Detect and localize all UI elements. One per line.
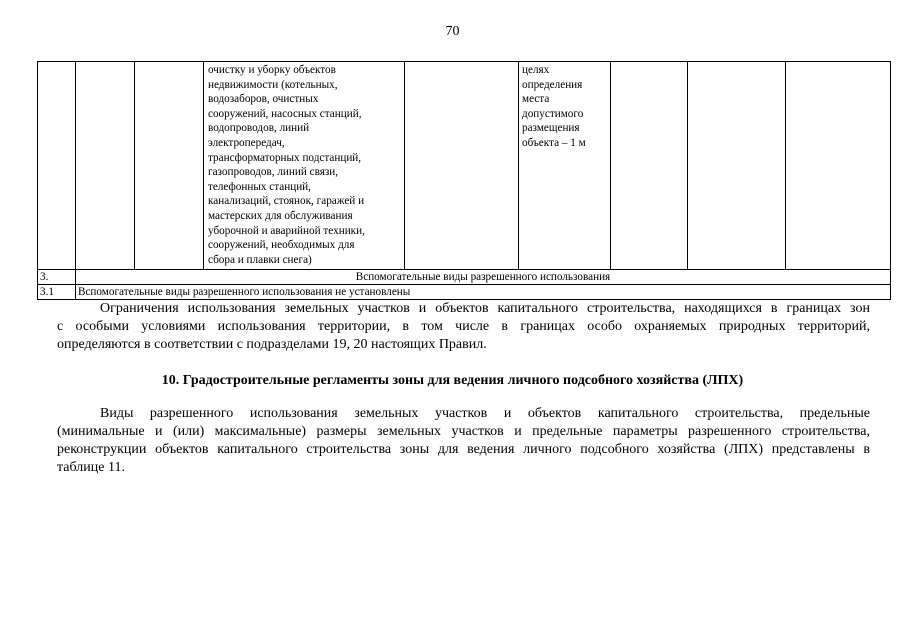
cell-empty <box>611 62 688 270</box>
row-number: 3.1 <box>38 285 76 300</box>
description-line: очистку и уборку объектов <box>208 64 336 76</box>
cell-empty <box>786 62 891 270</box>
param-line: допустимого <box>522 107 584 120</box>
description-line: сооружений, насосных станций, <box>208 107 362 120</box>
section-row-3-1 <box>38 285 891 300</box>
paragraph-line: таблице 11. <box>57 460 125 475</box>
cell-number <box>38 62 76 270</box>
paragraph-line: реконструкции объектов капитального строительства зоны для ведения личного подсобного хозяйства (ЛПХ) представлены в <box>57 442 870 457</box>
section-row-3 <box>38 270 891 285</box>
section-heading: 10. Градостроительные регламенты зоны для ведения личного подсобного хозяйства (ЛПХ) <box>161 373 744 388</box>
param-line: объекта – 1 м <box>522 136 586 149</box>
description-line: газопроводов, линий связи, <box>208 166 339 179</box>
parameter-cell <box>519 62 611 270</box>
paragraph-line: с особыми условиями использования территории, в том числе в границах особо охраняемых природных территорий, <box>57 319 870 334</box>
description-line: трансформаторных подстанций, <box>208 151 362 164</box>
description-line: телефонных станций, <box>208 180 311 193</box>
description-line: канализаций, стоянок, гаражей и <box>208 195 365 208</box>
section-text: Вспомогательные виды разрешенного использования не установлены <box>76 285 891 300</box>
description-line: сооружений, необходимых для <box>208 239 355 252</box>
paragraph-line: (минимальные и (или) максимальные) размеры земельных участков и предельные параметры разрешенного строительства, <box>57 424 870 439</box>
description-line: электропередач, <box>208 136 285 149</box>
zone-paragraph <box>57 405 870 477</box>
description-line: уборочной и аварийной техники, <box>208 224 365 237</box>
section-title: Вспомогательные виды разрешенного использования <box>76 270 891 285</box>
description-line: недвижимости (котельных, <box>208 78 338 91</box>
paragraph-line: Виды разрешенного использования земельных участков и объектов капитального строительства, предельные <box>100 406 870 421</box>
param-line: целях <box>522 64 550 76</box>
restrictions-paragraph <box>57 300 870 354</box>
paragraph-line: определяются в соответствии с подразделами 19, 20 настоящих Правил. <box>57 337 487 352</box>
description-line: водопроводов, линий <box>208 122 310 135</box>
cell-empty <box>688 62 786 270</box>
use-description-cell <box>204 62 405 270</box>
continuation-row <box>38 62 891 270</box>
param-line: размещения <box>522 122 580 135</box>
param-line: определения <box>522 78 583 91</box>
description-line: мастерских для обслуживания <box>208 209 353 222</box>
regulations-table <box>37 61 891 300</box>
param-line: места <box>522 93 550 106</box>
cell-empty <box>76 62 135 270</box>
row-number: 3. <box>38 270 76 285</box>
paragraph-line: Ограничения использования земельных участков и объектов капитального строительства, находящихся в границах зон <box>100 301 870 316</box>
description-line: водозаборов, очистных <box>208 93 319 106</box>
cell-empty <box>405 62 519 270</box>
page-number: 70 <box>445 24 460 39</box>
cell-empty <box>135 62 204 270</box>
description-line: сбора и плавки снега) <box>208 253 312 266</box>
